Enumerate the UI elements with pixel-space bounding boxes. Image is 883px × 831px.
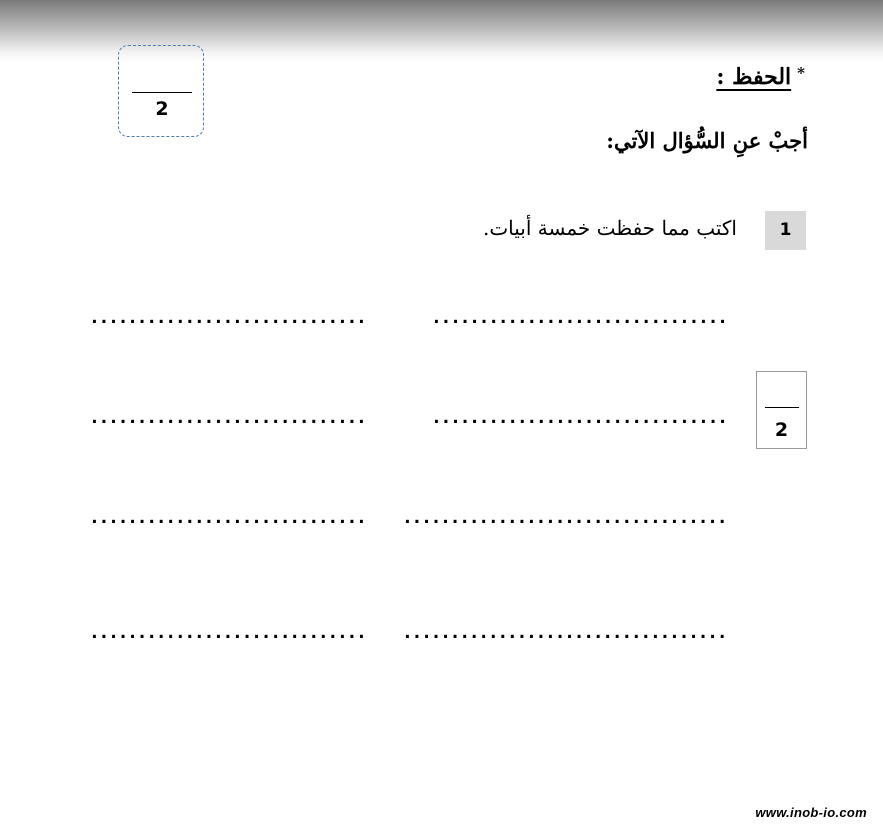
section-score-box — [118, 45, 204, 137]
instruction-text: أجبْ عنِ السُّؤال الآتي: — [606, 128, 808, 153]
question-score-total: 2 — [774, 419, 789, 441]
answer-line-4-left[interactable]: ............................. — [89, 622, 366, 643]
score-blank-line — [765, 407, 799, 408]
question-text: اكتب مما حفظت خمسة أبيات. — [482, 216, 737, 240]
star-marker: * — [797, 64, 805, 82]
answer-line-1-left[interactable]: ............................. — [89, 307, 366, 328]
section-title — [716, 64, 805, 90]
answer-line-3-right[interactable]: .................................. — [402, 507, 727, 528]
answer-line-4-right[interactable]: .................................. — [402, 622, 727, 643]
question-number: 1 — [765, 211, 806, 250]
section-title-text: الحفظ : — [716, 64, 792, 90]
answer-line-2-left[interactable]: ............................. — [89, 407, 366, 428]
answer-line-2-right[interactable]: ............................... — [431, 407, 727, 428]
section-score-total: 2 — [155, 98, 169, 120]
question-score-box — [756, 371, 807, 449]
answer-line-3-left[interactable]: ............................. — [89, 507, 366, 528]
footer-website: www.inob-io.com — [755, 805, 867, 820]
score-blank-line — [132, 92, 192, 93]
answer-line-1-right[interactable]: ............................... — [431, 307, 727, 328]
